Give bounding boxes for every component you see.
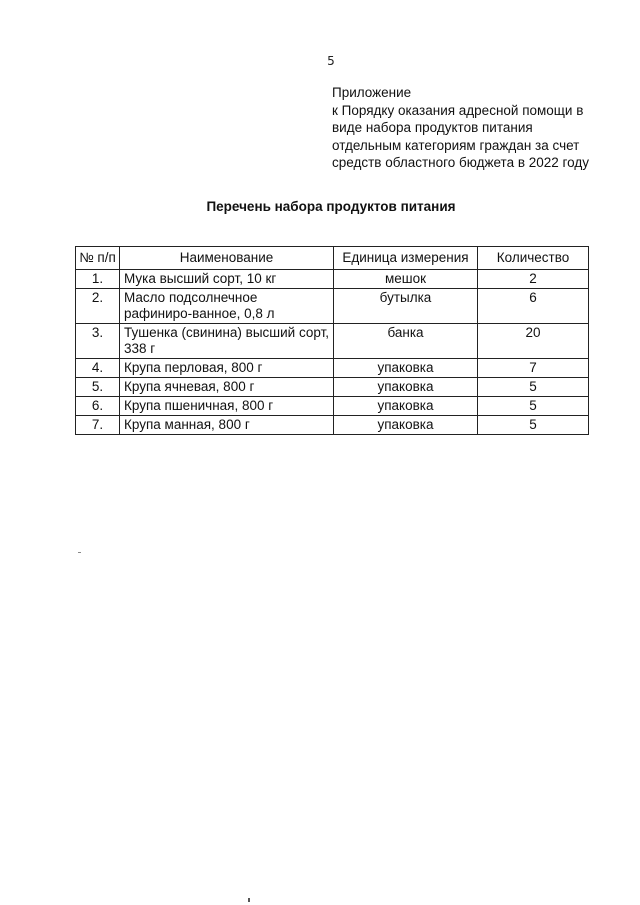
appendix-note	[332, 84, 632, 172]
product-unit: упаковка	[334, 359, 478, 378]
product-unit: банка	[334, 324, 478, 359]
column-header-unit: Единица измерения	[334, 247, 478, 270]
product-name: Тушенка (свинина) высший сорт, 338 г	[120, 324, 334, 359]
row-number: 1.	[76, 270, 120, 289]
table-header-row	[76, 247, 589, 270]
table-row	[76, 378, 589, 397]
appendix-line: к Порядку оказания адресной помощи в	[332, 102, 584, 118]
product-quantity: 6	[478, 289, 589, 324]
product-unit: упаковка	[334, 397, 478, 416]
appendix-line: средств областного бюджета в 2022 году	[332, 155, 589, 170]
appendix-line: отдельным категориям граждан за счет	[332, 137, 580, 153]
column-header-number: № п/п	[76, 247, 120, 270]
product-name: Мука высший сорт, 10 кг	[120, 270, 334, 289]
row-number: 6.	[76, 397, 120, 416]
product-quantity: 5	[478, 378, 589, 397]
product-name: Крупа пшеничная, 800 г	[120, 397, 334, 416]
list-title: Перечень набора продуктов питания	[206, 199, 456, 214]
table-row	[76, 397, 589, 416]
product-name: Крупа перловая, 800 г	[120, 359, 334, 378]
product-unit: бутылка	[334, 289, 478, 324]
row-number: 3.	[76, 324, 120, 359]
page-number: 5	[327, 54, 335, 68]
product-unit: упаковка	[334, 416, 478, 435]
product-quantity: 7	[478, 359, 589, 378]
row-number: 2.	[76, 289, 120, 324]
table-row	[76, 289, 589, 324]
product-unit: упаковка	[334, 378, 478, 397]
appendix-line: виде набора продуктов питания	[332, 120, 533, 135]
row-number: 7.	[76, 416, 120, 435]
column-header-quantity: Количество	[478, 247, 589, 270]
product-quantity: 5	[478, 416, 589, 435]
product-unit: мешок	[334, 270, 478, 289]
product-name: Крупа ячневая, 800 г	[120, 378, 334, 397]
product-name: Масло подсолнечное рафиниро-ванное, 0,8 л	[120, 289, 334, 324]
product-quantity: 5	[478, 397, 589, 416]
product-name: Крупа манная, 800 г	[120, 416, 334, 435]
products-table	[75, 246, 589, 435]
scan-speck	[78, 552, 81, 553]
column-header-name: Наименование	[120, 247, 334, 270]
table-row	[76, 324, 589, 359]
scan-speck	[248, 898, 250, 902]
product-quantity: 2	[478, 270, 589, 289]
table-row	[76, 416, 589, 435]
table-row	[76, 270, 589, 289]
row-number: 5.	[76, 378, 120, 397]
appendix-line: Приложение	[332, 85, 412, 100]
product-quantity: 20	[478, 324, 589, 359]
row-number: 4.	[76, 359, 120, 378]
table-row	[76, 359, 589, 378]
